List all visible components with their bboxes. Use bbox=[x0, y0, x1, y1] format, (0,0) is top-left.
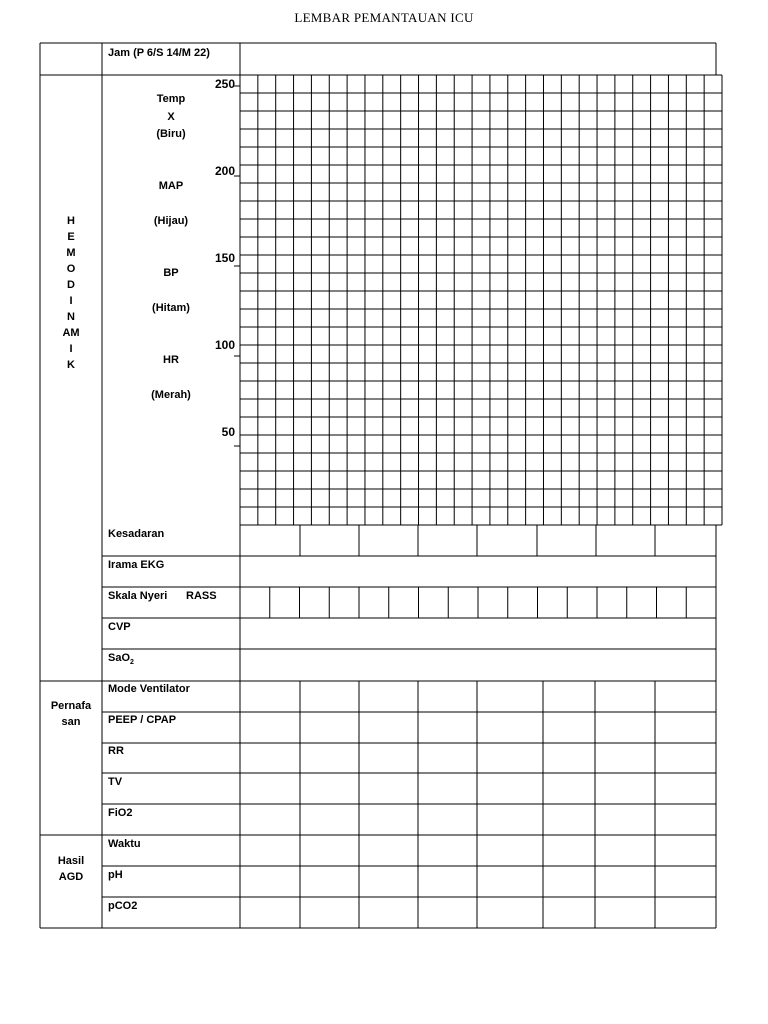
section-letter: K bbox=[67, 359, 75, 371]
section-letter: M bbox=[66, 247, 76, 259]
axis-tick-100: 100 bbox=[214, 338, 235, 352]
sao2-text: SaO bbox=[108, 652, 131, 664]
chart-legend-bp bbox=[130, 265, 212, 318]
axis-tick-150: 150 bbox=[214, 251, 235, 265]
hemodinamik-section-label bbox=[40, 213, 102, 373]
row-label-skala-nyeri: Skala Nyeri bbox=[108, 590, 168, 602]
row-label-rr: RR bbox=[108, 745, 124, 757]
pernafasan-label-line: san bbox=[61, 716, 81, 728]
pernafasan-label-line: Pernafa bbox=[50, 700, 92, 712]
row-label-kesadaran: Kesadaran bbox=[108, 528, 165, 540]
legend-bp-color: (Hitam) bbox=[152, 302, 190, 315]
agd-label-line: Hasil bbox=[57, 855, 85, 867]
row-label-sao2 bbox=[108, 652, 134, 669]
legend-bp-name: BP bbox=[163, 267, 179, 279]
agd-section-label bbox=[40, 853, 102, 885]
section-letter: O bbox=[66, 263, 76, 275]
row-label-irama-ekg: Irama EKG bbox=[108, 559, 165, 571]
row-label-waktu: Waktu bbox=[108, 838, 141, 850]
legend-temp-color: (Biru) bbox=[156, 128, 186, 141]
row-label-cvp: CVP bbox=[108, 621, 131, 633]
chart-legend-hr bbox=[130, 352, 212, 405]
chart-legend-map bbox=[130, 178, 212, 231]
legend-map-name: MAP bbox=[158, 180, 184, 192]
row-label-ph: pH bbox=[108, 869, 123, 881]
chart-legend-temp bbox=[130, 91, 212, 144]
row-label-tv: TV bbox=[108, 776, 123, 788]
row-label-pco2: pCO2 bbox=[108, 900, 138, 912]
axis-tick-200: 200 bbox=[214, 164, 235, 178]
agd-label-line: AGD bbox=[58, 871, 84, 883]
legend-temp-name: Temp bbox=[156, 93, 186, 105]
row-label-peep-cpap: PEEP / CPAP bbox=[108, 714, 177, 726]
section-letter: D bbox=[67, 279, 75, 291]
section-letter: H bbox=[67, 215, 75, 227]
axis-tick-250: 250 bbox=[214, 77, 235, 91]
row-label-rass: RASS bbox=[186, 590, 217, 602]
legend-hr-name: HR bbox=[163, 354, 179, 366]
sao2-subscript: 2 bbox=[130, 659, 134, 667]
section-letter: I bbox=[69, 295, 73, 307]
section-letter: I bbox=[69, 343, 73, 355]
row-label-fio2: FiO2 bbox=[108, 807, 133, 819]
row-label-mode-ventilator: Mode Ventilator bbox=[108, 683, 190, 695]
legend-temp-x: X bbox=[167, 110, 175, 123]
legend-hr-color: (Merah) bbox=[151, 389, 191, 402]
page-title: LEMBAR PEMANTAUAN ICU bbox=[294, 10, 474, 25]
axis-tick-50: 50 bbox=[221, 425, 235, 439]
legend-map-color: (Hijau) bbox=[153, 215, 189, 228]
pernafasan-section-label bbox=[40, 698, 102, 730]
section-letter: AM bbox=[62, 327, 80, 339]
jam-label: Jam (P 6/S 14/M 22) bbox=[108, 47, 210, 59]
section-letter: E bbox=[67, 231, 75, 243]
section-letter: N bbox=[67, 311, 75, 323]
